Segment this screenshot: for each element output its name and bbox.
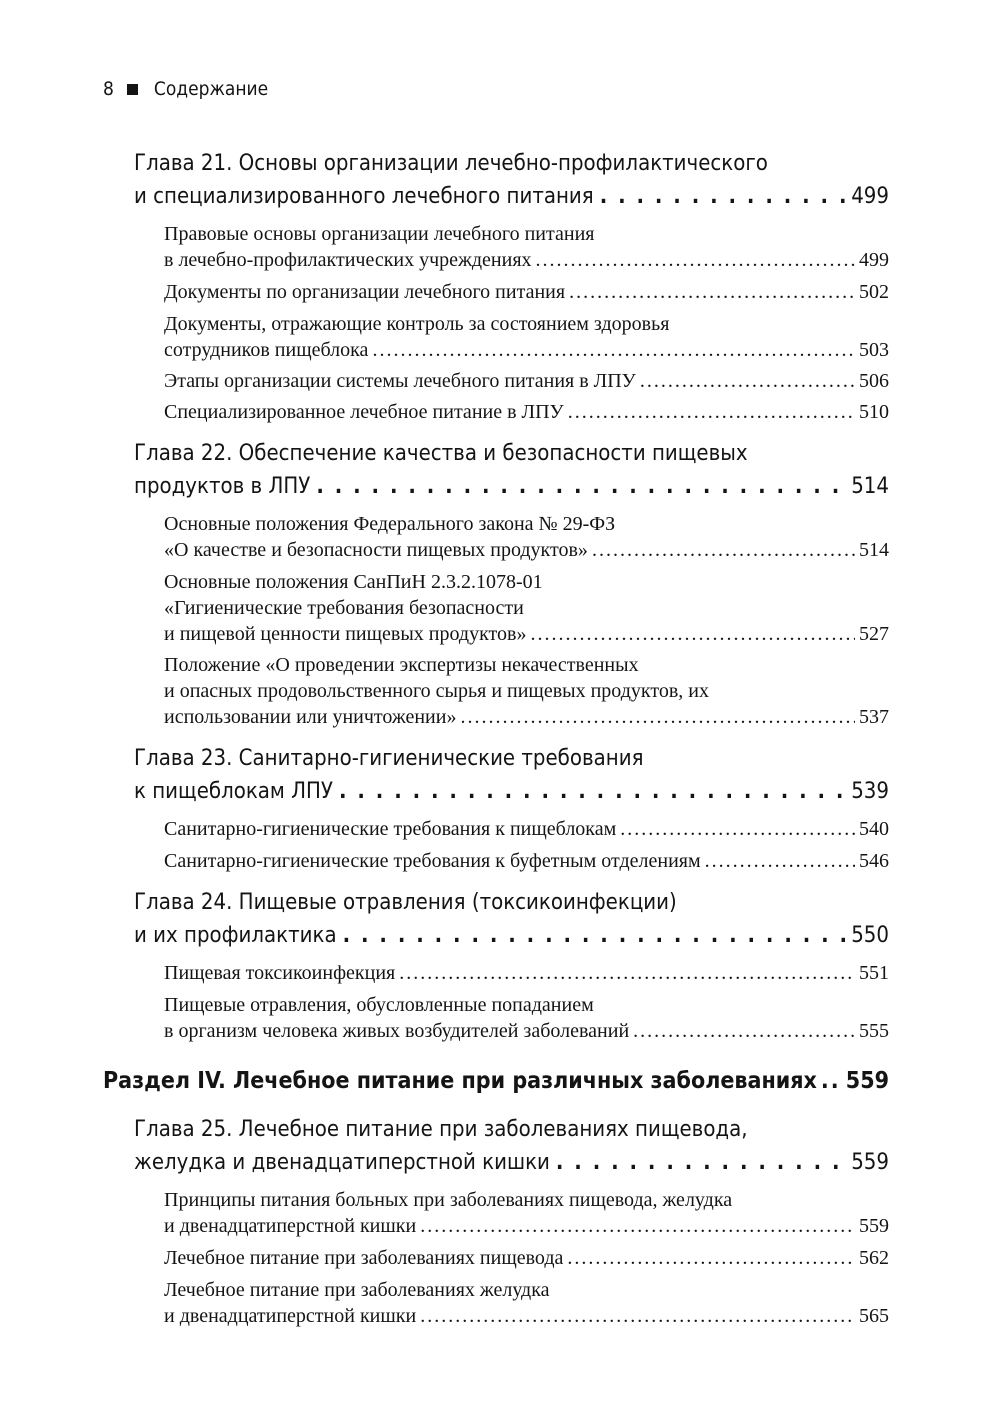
toc-chapter-22[interactable]	[134, 437, 889, 503]
page-number: 539	[851, 779, 889, 804]
toc-chapter-21[interactable]	[134, 147, 889, 213]
toc-item[interactable]	[164, 816, 889, 842]
dot-leader	[705, 848, 855, 874]
dot-leader	[530, 621, 855, 647]
toc-chapter-23[interactable]	[134, 742, 889, 808]
page-number: 550	[851, 923, 889, 948]
chapter-title-line: Глава 23. Санитарно-гигиенические требования	[134, 746, 644, 771]
dot-leader	[343, 919, 846, 952]
dot-leader	[821, 1064, 842, 1098]
item-title-line: в организм человека живых возбудителей заболеваний	[164, 1020, 630, 1042]
dot-leader	[569, 279, 855, 305]
page-number: 540	[859, 818, 889, 840]
item-title-line: Основные положения Федерального закона № 29-ФЗ	[164, 513, 616, 535]
page-number: 499	[851, 184, 889, 209]
toc-item[interactable]	[164, 1245, 889, 1271]
item-title-line: Документы, отражающие контроль за состоянием здоровья	[164, 313, 670, 335]
dot-leader	[620, 816, 855, 842]
page-number: 537	[859, 706, 889, 728]
page-number: 555	[859, 1020, 889, 1042]
dot-leader	[536, 247, 855, 273]
toc-item[interactable]	[164, 652, 889, 730]
dot-leader	[600, 180, 846, 213]
item-title-line: Пищевая токсикоинфекция	[164, 962, 396, 984]
toc-section-4[interactable]	[103, 1064, 889, 1098]
item-title-line: Положение «О проведении экспертизы некачественных	[164, 654, 639, 676]
toc-item[interactable]	[164, 368, 889, 394]
page-number: 527	[859, 623, 889, 645]
page-number: 502	[859, 281, 889, 303]
item-title-line: сотрудников пищеблока	[164, 339, 369, 361]
item-title-line: «О качестве и безопасности пищевых продуктов»	[164, 539, 588, 561]
toc-item[interactable]	[164, 569, 889, 647]
item-title-line: Лечебное питание при заболеваниях желудка	[164, 1279, 550, 1301]
chapter-title-line: продуктов в ЛПУ	[134, 474, 311, 499]
page-number: 559	[845, 1068, 889, 1094]
toc-item[interactable]	[164, 399, 889, 425]
dot-leader	[420, 1303, 855, 1329]
chapter-title-line: Глава 24. Пищевые отравления (токсикоинфекции)	[134, 890, 677, 915]
dot-leader	[316, 470, 845, 503]
toc-item[interactable]	[164, 221, 889, 273]
toc-item[interactable]	[164, 311, 889, 363]
item-title-line: Правовые основы организации лечебного питания	[164, 223, 595, 245]
toc-item[interactable]	[164, 992, 889, 1044]
item-title-line: и опасных продовольственного сырья и пищевых продуктов, их	[164, 680, 709, 702]
dot-leader	[420, 1213, 855, 1239]
chapter-title-line: желудка и двенадцатиперстной кишки	[134, 1150, 550, 1175]
item-title-line: Этапы организации системы лечебного питания в ЛПУ	[164, 370, 636, 392]
item-title-line: и двенадцатиперстной кишки	[164, 1215, 417, 1237]
page-number: 546	[859, 850, 889, 872]
page-number: 562	[859, 1247, 889, 1269]
item-title-line: в лечебно-профилактических учреждениях	[164, 249, 532, 271]
header-title: Содержание	[153, 78, 269, 100]
toc-item[interactable]	[164, 1187, 889, 1239]
page-number: 503	[859, 339, 889, 361]
dot-leader	[567, 1245, 855, 1271]
item-title-line: Основные положения СанПиН 2.3.2.1078-01	[164, 571, 543, 593]
item-title-line: «Гигиенические требования безопасности	[164, 597, 524, 619]
dot-leader	[372, 337, 855, 363]
dot-leader	[460, 704, 855, 730]
chapter-title-line: Глава 25. Лечебное питание при заболеваниях пищевода,	[134, 1117, 748, 1142]
toc-item[interactable]	[164, 511, 889, 563]
chapter-title-line: Глава 22. Обеспечение качества и безопасности пищевых	[134, 441, 748, 466]
section-title: Раздел IV. Лечебное питание при различных заболеваниях	[103, 1068, 817, 1094]
chapter-title-line: Глава 21. Основы организации лечебно-профилактического	[134, 151, 768, 176]
square-bullet-icon	[127, 84, 138, 95]
item-title-line: использовании или уничтожении»	[164, 706, 457, 728]
page-number: 514	[859, 539, 889, 561]
dot-leader	[399, 960, 855, 986]
page-number: 506	[859, 370, 889, 392]
dot-leader	[339, 775, 845, 808]
toc-chapter-25[interactable]	[134, 1113, 889, 1179]
page-number: 510	[859, 401, 889, 423]
dot-leader	[556, 1146, 845, 1179]
item-title-line: Принципы питания больных при заболеваниях пищевода, желудка	[164, 1189, 733, 1211]
item-title-line: Лечебное питание при заболеваниях пищевода	[164, 1247, 564, 1269]
item-title-line: Санитарно-гигиенические требования к пищеблокам	[164, 818, 617, 840]
toc-item[interactable]	[164, 960, 889, 986]
item-title-line: Специализированное лечебное питание в ЛПУ	[164, 401, 564, 423]
item-title-line: и пищевой ценности пищевых продуктов»	[164, 623, 527, 645]
chapter-title-line: и их профилактика	[134, 923, 337, 948]
page-number: 559	[859, 1215, 889, 1237]
chapter-title-line: к пищеблокам ЛПУ	[134, 779, 333, 804]
page-number: 559	[851, 1150, 889, 1175]
dot-leader	[568, 399, 855, 425]
item-title-line: Документы по организации лечебного питания	[164, 281, 566, 303]
toc-item[interactable]	[164, 848, 889, 874]
item-title-line: Санитарно-гигиенические требования к буфетным отделениям	[164, 850, 701, 872]
toc-chapter-24[interactable]	[134, 886, 889, 952]
page-number: 565	[859, 1305, 889, 1327]
chapter-title-line: и специализированного лечебного питания	[134, 184, 594, 209]
running-header	[103, 74, 268, 104]
page-number: 514	[851, 474, 889, 499]
item-title-line: и двенадцатиперстной кишки	[164, 1305, 417, 1327]
page-number: 8	[103, 78, 114, 100]
page-number: 499	[859, 249, 889, 271]
page-number: 551	[859, 962, 889, 984]
toc-item[interactable]	[164, 279, 889, 305]
dot-leader	[592, 537, 855, 563]
item-title-line: Пищевые отравления, обусловленные попаданием	[164, 994, 594, 1016]
toc-item[interactable]	[164, 1277, 889, 1329]
dot-leader	[640, 368, 855, 394]
dot-leader	[633, 1018, 855, 1044]
